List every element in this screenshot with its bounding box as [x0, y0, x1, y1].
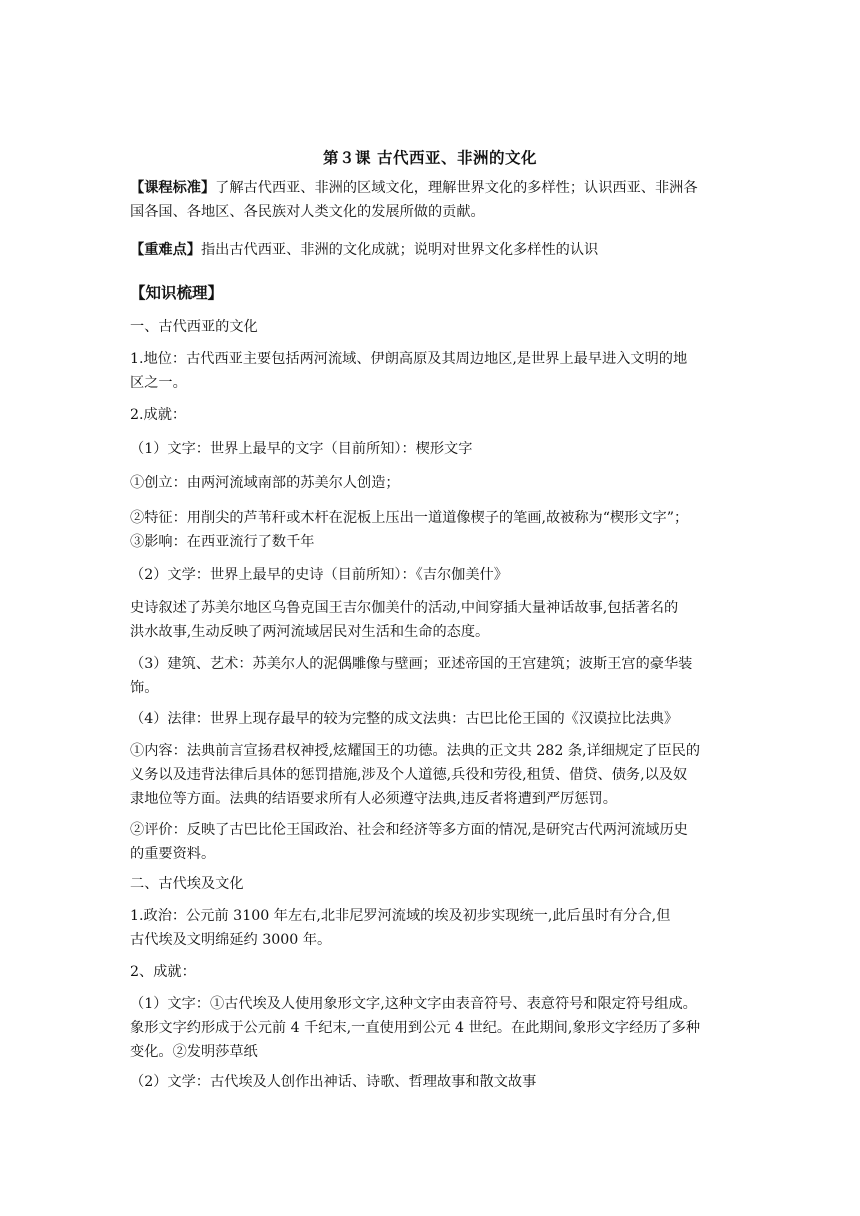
section-1-para-1-line-1: 1.地位：古代西亚主要包括两河流域、伊朗高原及其周边地区,是世界上最早进入文明的地: [130, 351, 688, 367]
section-2-para-4: （2）文学：古代埃及人创作出神话、诗歌、哲理故事和散文故事: [130, 1074, 537, 1090]
section-2-para-1-line-1: 1.政治：公元前 3100 年左右,北非尼罗河流域的埃及初步实现统一,此后虽时有分合,但: [130, 908, 671, 924]
section-1-para-9: （4）法律：世界上现存最早的较为完整的成文法典：古巴比伦王国的《汉谟拉比法典》: [130, 711, 679, 727]
section-1-para-11-line-2: 的重要资料。: [130, 846, 216, 862]
section-1-para-5-line-1: ②特征：用削尖的芦苇秆或木杆在泥板上压出一道道像楔子的笔画,故被称为“楔形文字”；: [130, 510, 689, 526]
document-page: [130, 0, 730, 1216]
section-2-para-3-line-1: （1）文字：①古代埃及人使用象形文字,这种文字由表音符号、表意符号和限定符号组成。: [130, 996, 697, 1012]
section-1-para-8-line-1: （3）建筑、艺术：苏美尔人的泥偶雕像与壁画；亚述帝国的王宫建筑；波斯王宫的豪华装: [130, 656, 693, 672]
section-1-para-3: （1）文字：世界上最早的文字（目前所知）：楔形文字: [130, 441, 473, 457]
section-1-para-7-line-1: 史诗叙述了苏美尔地区乌鲁克国王吉尔伽美什的活动,中间穿插大量神话故事,包括著名的: [130, 600, 679, 616]
section-1-para-5-line-2: ③影响：在西亚流行了数千年: [130, 534, 315, 550]
section-2-para-1-line-2: 古代埃及文明绵延约 3000 年。: [130, 932, 332, 948]
section-1-para-10: [130, 739, 730, 811]
section-2-para-3: [130, 992, 730, 1064]
course-standard-label: 【课程标准】: [130, 180, 216, 196]
section-1-para-10-line-2: 义务以及违背法律后具体的惩罚措施,涉及个人道德,兵役和劳役,租赁、借贷、债务,以及奴: [130, 767, 688, 783]
course-standard: [130, 176, 730, 224]
section-1-heading: 一、古代西亚的文化: [130, 319, 258, 335]
section-1-para-7: [130, 596, 730, 644]
section-1-para-6: （2）文学：世界上最早的史诗（目前所知）：《吉尔伽美什》: [130, 567, 508, 583]
section-1-para-1: [130, 347, 730, 395]
section-2-para-1: [130, 904, 730, 952]
section-1-para-8: [130, 652, 730, 700]
section-2-heading: 二、古代埃及文化: [130, 876, 244, 892]
knowledge-heading: 【知识梳理】: [130, 284, 224, 302]
course-standard-line-1: 了解古代西亚、非洲的区域文化，理解世界文化的多样性；认识西亚、非洲各: [215, 180, 698, 196]
key-points-label: 【重难点】: [130, 242, 201, 258]
section-1-para-11-line-1: ②评价：反映了古巴比伦王国政治、社会和经济等多方面的情况,是研究古代两河流域历史: [130, 822, 688, 838]
key-points-text: 指出古代西亚、非洲的文化成就；说明对世界文化多样性的认识: [200, 242, 599, 258]
section-1-para-5: [130, 506, 730, 554]
section-1-para-7-line-2: 洪水故事,生动反映了两河流域居民对生活和生命的态度。: [130, 624, 490, 640]
section-1-para-10-line-1: ①内容：法典前言宣扬君权神授,炫耀国王的功德。法典的正文共 282 条,详细规定了臣民的: [130, 743, 701, 759]
section-2-para-2: 2、成就：: [130, 964, 196, 980]
section-2-para-3-line-3: 变化。②发明莎草纸: [130, 1044, 258, 1060]
course-standard-line-2: 国各国、各地区、各民族对人类文化的发展所做的贡献。: [130, 204, 485, 220]
section-1-para-2: 2.成就：: [130, 407, 187, 423]
page-title: 第３课 古代西亚、非洲的文化: [323, 149, 537, 167]
section-2-para-3-line-2: 象形文字约形成于公元前 4 千纪末,一直使用到公元 4 世纪。在此期间,象形文字经历了多种: [130, 1020, 701, 1036]
section-1-para-1-line-2: 区之一。: [130, 375, 187, 391]
section-1-para-11: [130, 818, 730, 866]
section-1-para-10-line-3: 隶地位等方面。法典的结语要求所有人必须遵守法典,违反者将遭到严厉惩罚。: [130, 791, 617, 807]
section-1-para-8-line-2: 饰。: [130, 680, 159, 696]
key-points: [130, 238, 730, 262]
section-1-para-4: ①创立：由两河流域南部的苏美尔人创造；: [130, 475, 400, 491]
